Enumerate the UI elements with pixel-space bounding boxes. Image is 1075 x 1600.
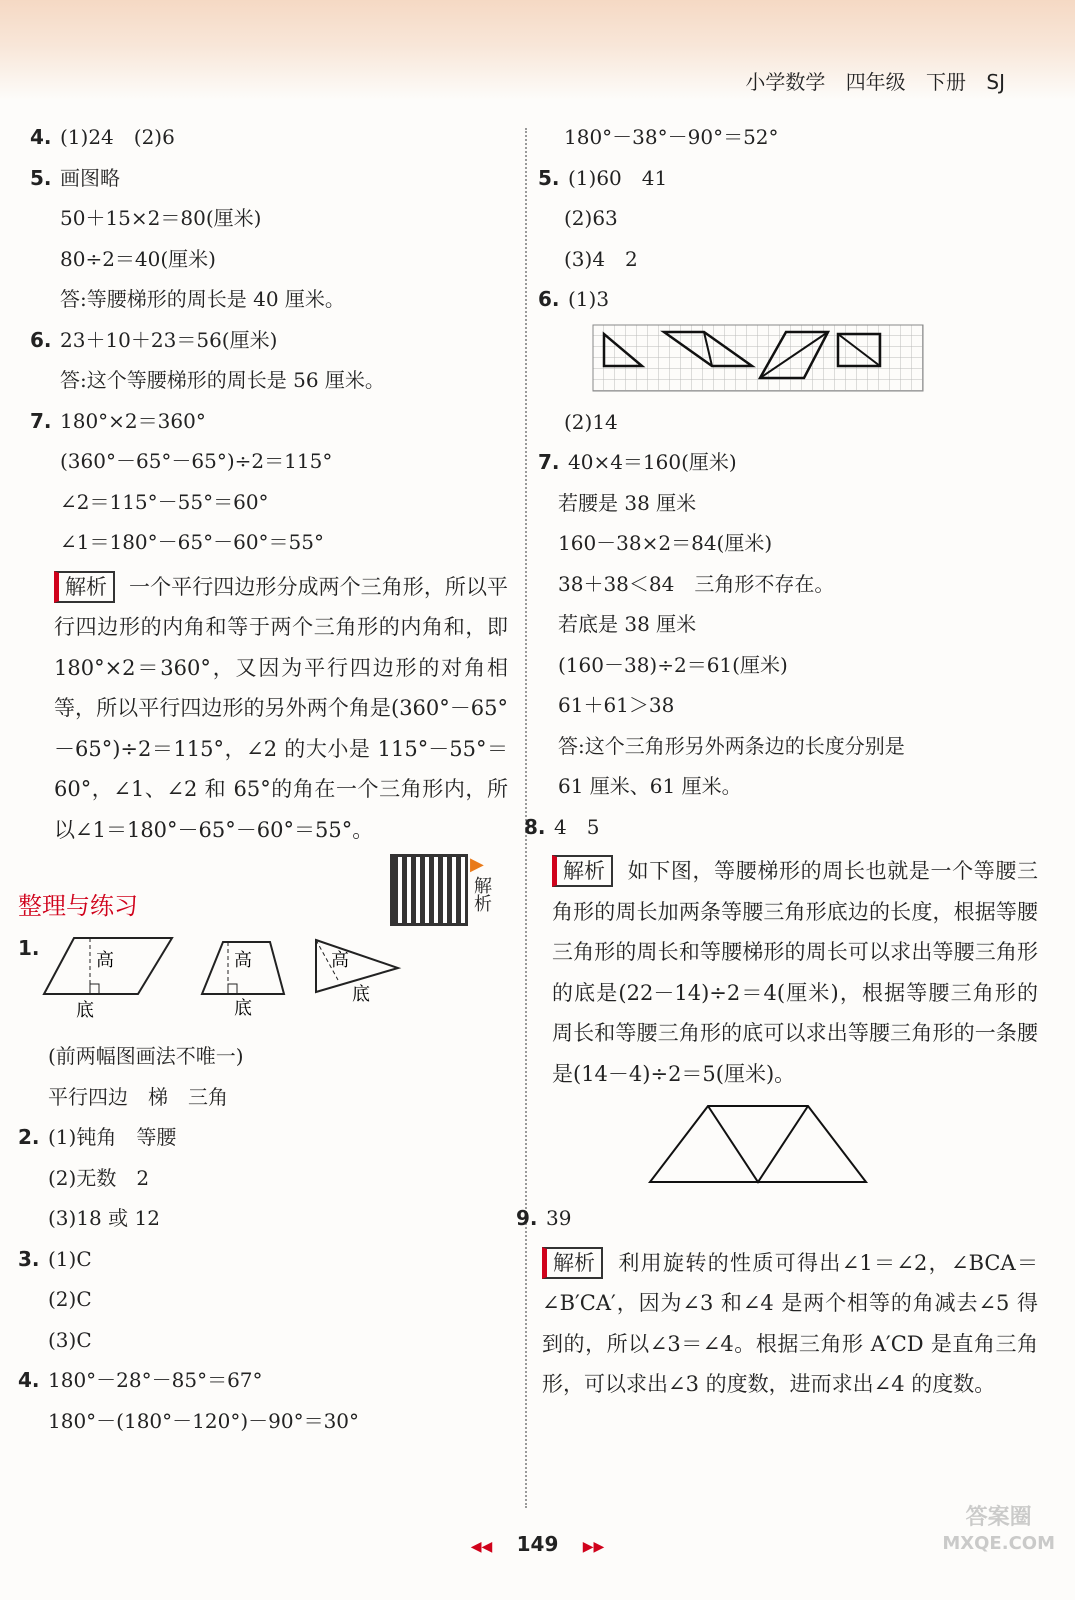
left-column — [18, 117, 508, 1441]
answer-r9: 9. 39 — [516, 1206, 572, 1230]
qr-label: ▶ 解析 — [470, 854, 492, 912]
right-column — [516, 117, 1038, 1409]
base-label-1: 底 — [76, 1000, 94, 1021]
page-number: 149 — [516, 1532, 559, 1556]
play-icon: ▶ — [470, 854, 484, 875]
answer-5-line: 答:等腰梯形的周长是 40 厘米。 — [60, 287, 345, 311]
analysis-tag: 解析 — [552, 855, 613, 887]
analysis-block-7 — [18, 567, 508, 851]
exercise-2-line: (2)无数 2 — [48, 1165, 150, 1190]
answer-r8: 8. 4 5 — [524, 814, 600, 839]
exercise-1-answer: 平行四边 梯 三角 — [48, 1084, 228, 1109]
prev-arrows-icon: ◀◀ — [470, 1539, 493, 1555]
answer-r7-line: (160－38)÷2＝61(厘米) — [558, 652, 788, 677]
exercise-1-number: 1. — [18, 936, 40, 960]
exercise-4: 4. 180°－28°－85°＝67° — [18, 1368, 263, 1392]
analysis-text: 利用旋转的性质可得出∠1＝∠2，∠BCA＝∠B′CA′，因为∠3 和∠4 是两个相等的角减去∠5 得到的，所以∠3＝∠4。根据三角形 A′CD 是直角三角形，可以求出∠3 的度数，进而求出∠4 的度数。 — [542, 1250, 1038, 1396]
exercise-3: 3. (1)C — [18, 1246, 92, 1271]
answer-r5-line: (2)63 — [564, 206, 618, 230]
header-edition: SJ — [986, 70, 1005, 94]
analysis-block-9 — [538, 1243, 1038, 1405]
trapezoid-figure — [538, 1098, 1038, 1198]
answer-r7-line: 61＋61＞38 — [558, 693, 675, 717]
exercise-3-line: (3)C — [48, 1327, 92, 1352]
answer-5-line: 50＋15×2＝80(厘米) — [60, 206, 262, 230]
answer-r7-line: 若底是 38 厘米 — [558, 612, 697, 636]
answer-6: 6. 23＋10＋23＝56(厘米) — [30, 327, 278, 352]
section-title: 整理与练习 — [18, 892, 138, 920]
right-angle-mark — [90, 984, 99, 994]
analysis-tag: 解析 — [542, 1247, 603, 1279]
analysis-tag: 解析 — [54, 571, 115, 603]
header-volume: 下册 — [926, 70, 967, 94]
exercise-1-note: (前两幅图画法不唯一) — [48, 1044, 244, 1068]
height-label-3: 高 — [331, 950, 349, 971]
answer-6-line: 答:这个等腰梯形的周长是 56 厘米。 — [60, 368, 385, 392]
right-angle-mark — [228, 984, 237, 994]
analysis-block-8 — [538, 851, 1038, 1094]
answer-r5: 5. (1)60 41 — [538, 165, 668, 190]
answer-7-line: ∠2＝115°－55°＝60° — [60, 489, 269, 514]
watermark-logo: 答案圈 MXQE.COM — [942, 1505, 1055, 1554]
answer-r5-line: (3)4 2 — [564, 246, 638, 271]
qr-code-icon[interactable] — [390, 854, 468, 926]
analysis-text: 如下图，等腰梯形的周长也就是一个等腰三角形的周长加两条等腰三角形底边的长度，根据等腰三角形的周长和等腰梯形的周长可以求出等腰三角形的底是(22－14)÷2＝4(厘米)，根据等腰三角形的周长和等腰三角形的底可以求出等腰三角形的一条腰是(14－4)÷2＝5(厘米)。 — [552, 859, 1038, 1086]
answer-5-line: 80÷2＝40(厘米) — [60, 246, 216, 271]
exercise-3-line: (2)C — [48, 1287, 92, 1311]
answer-r7-line: 61 厘米、61 厘米。 — [558, 774, 742, 798]
answer-r7-line: 若腰是 38 厘米 — [558, 490, 697, 515]
height-label-1: 高 — [96, 950, 114, 971]
height-label-2: 高 — [234, 950, 252, 971]
answer-5: 5. 画图略 — [30, 165, 120, 190]
shape-figures — [38, 936, 438, 1036]
header-subject: 小学数学 — [745, 70, 826, 94]
base-label-2: 底 — [234, 998, 252, 1019]
trapezoid-drawing — [648, 1102, 888, 1192]
header-grade: 四年级 — [845, 70, 906, 94]
answer-7-line: (360°－65°－65°)÷2＝115° — [60, 449, 333, 473]
section-header-row — [18, 854, 508, 924]
exercise-4-line: 180°－(180°－120°)－90°＝30° — [48, 1408, 360, 1433]
answer-r7-line: 160－38×2＝84(厘米) — [558, 531, 773, 555]
answer-r7: 7. 40×4＝160(厘米) — [538, 450, 737, 474]
answer-r6-line: (2)14 — [564, 409, 618, 434]
answer-r7-line: 38＋38＜84 三角形不存在。 — [558, 571, 835, 596]
exercise-2: 2. (1)钝角 等腰 — [18, 1125, 177, 1149]
exercise-2-line: (3)18 或 12 — [48, 1206, 160, 1230]
base-label-3: 底 — [352, 984, 370, 1005]
page-footer — [0, 1532, 1075, 1556]
trapezoid-outline — [650, 1106, 866, 1182]
continued-line: 180°－38°－90°＝52° — [564, 125, 779, 149]
page-header — [745, 66, 1005, 95]
answer-r6: 6. (1)3 — [538, 287, 610, 311]
grid-drawing — [592, 324, 932, 396]
answer-r7-line: 答:这个三角形另外两条边的长度分别是 — [558, 733, 905, 758]
inner-triangle-lines — [708, 1106, 808, 1182]
analysis-text: 一个平行四边形分成两个三角形，所以平行四边形的内角和等于两个三角形的内角和，即 180°×2＝360°，又因为平行四边形的对角相等，所以平行四边形的另外两个角是(360°－65°－65°)÷2＝115°，∠2 的大小是 115°－55°＝60°，∠1、∠2 和 65°的角在一个三角形内，所以∠1＝180°－65°－60°＝55°。 — [54, 574, 508, 842]
exercise-1-figures — [18, 936, 508, 1036]
answer-4: 4. (1)24 (2)6 — [30, 125, 175, 149]
next-arrows-icon: ▶▶ — [582, 1539, 605, 1555]
answer-7: 7. 180°×2＝360° — [30, 408, 206, 433]
answer-7-line: ∠1＝180°－65°－60°＝55° — [60, 530, 325, 554]
grid-figure — [538, 320, 1038, 402]
